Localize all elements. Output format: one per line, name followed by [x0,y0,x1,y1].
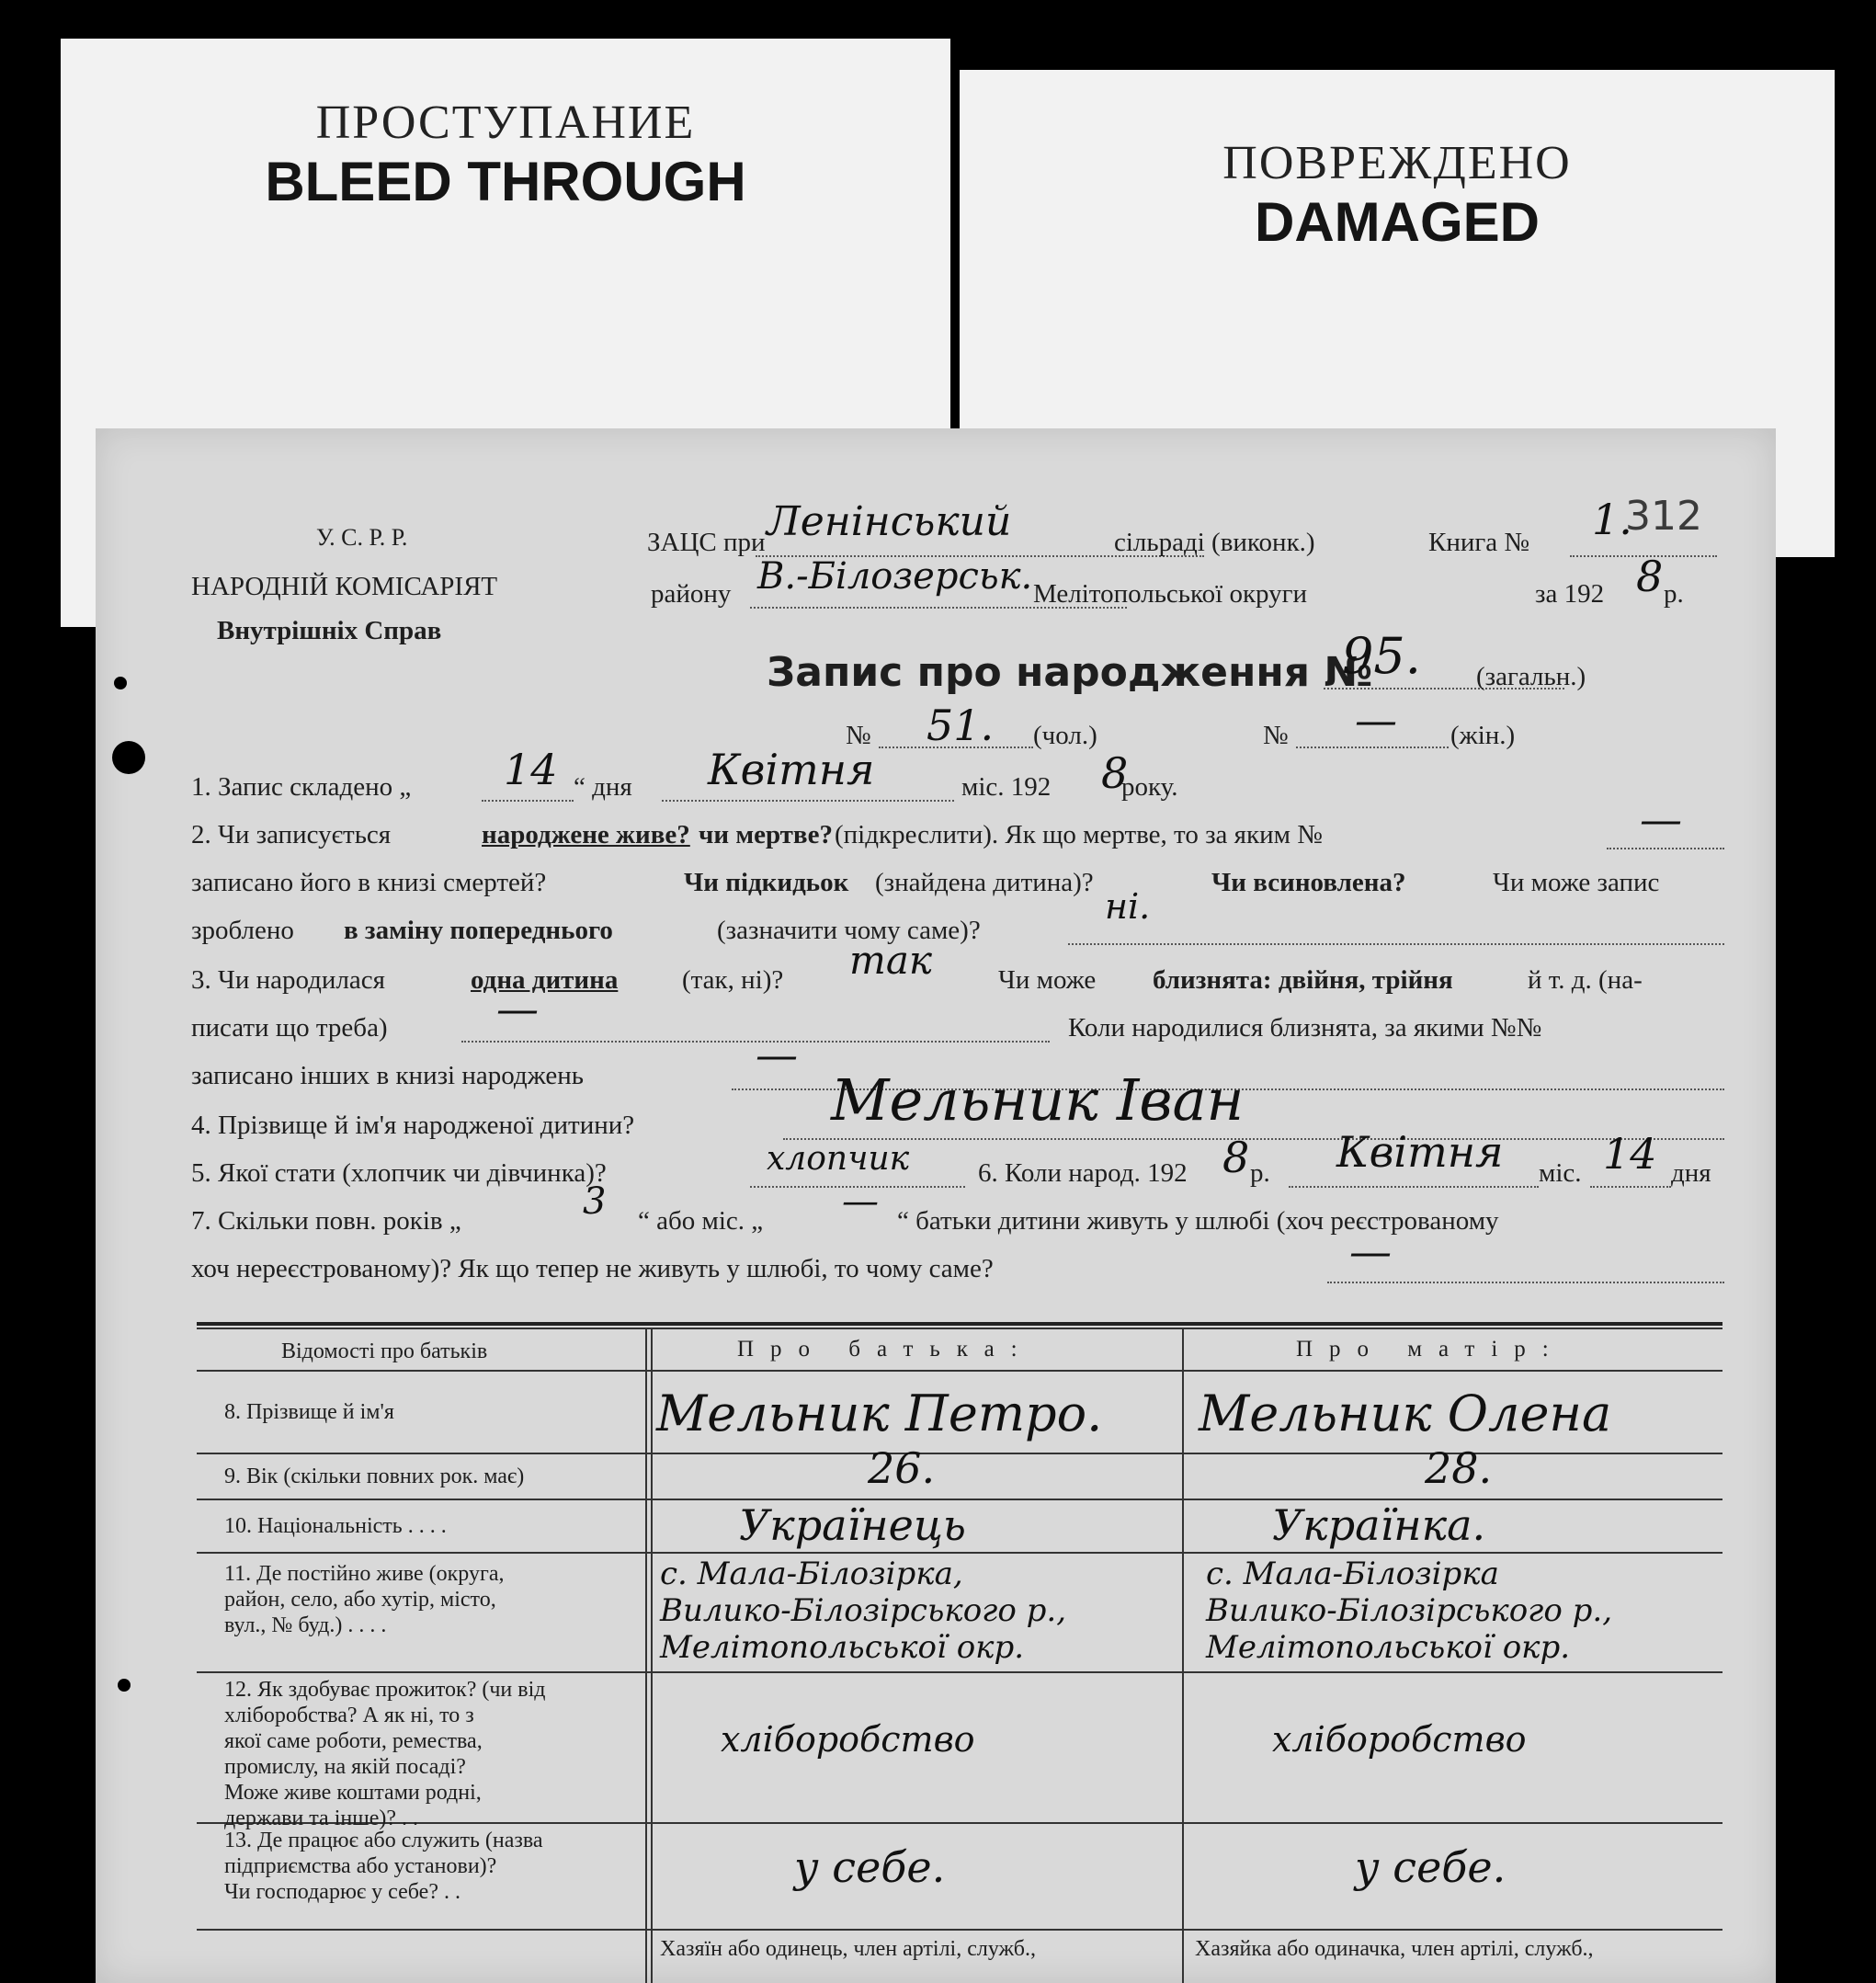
q3-line2-b: Коли народилися близнята, за якими №№ [1068,1013,1542,1043]
punch-hole [112,741,145,774]
q6-dnya-label: дня [1671,1158,1711,1188]
zags-handwritten: Ленінський [767,498,1012,545]
q5-sex-handwritten: хлопчик [767,1140,910,1178]
q7-line2-a: хоч нереєстрованому)? Як що тепер не живуть у шлюбі, то чому саме? [191,1254,994,1283]
table-top-rule-inner [197,1328,1723,1329]
general-label: (загальн.) [1476,662,1586,691]
q3-line1-c: (так, ні)? [682,965,784,995]
footer-mother-text: Хазяйка або одиначка, член артілі, служб., [1195,1937,1594,1961]
q3-line1-a: 3. Чи народилася [191,965,386,995]
q2-line2-a: записано його в книзі смертей? [191,868,547,897]
mother-age-handwritten: 28. [1425,1443,1493,1493]
q2-replacement: в заміну попереднього [344,916,613,945]
table-header-rule [197,1370,1723,1372]
q1-day-handwritten: 14 [504,745,558,794]
ministry-label: Внутрішніх Справ [217,616,442,645]
bleed-through-en-label: BLEED THROUGH [265,151,746,212]
q3-line1-f: й т. д. (на- [1528,965,1643,995]
q2-line3-a: зроблено [191,916,294,945]
row-label-residence: 11. Де постійно живе (округа, район, село, або хутір, місто, вул., № буд.) . . . . [224,1562,505,1637]
year-suffix: р. [1664,579,1684,609]
mother-nationality-handwritten: Українка. [1272,1500,1486,1550]
q7-line2-handwritten: — [1349,1226,1392,1276]
q7-line1-c: “ батьки дитини живуть у шлюбі (хоч реєстрованому [897,1206,1499,1236]
male-label: (чол.) [1033,721,1097,750]
q2-line3-c: (зазначити чому саме)? [717,916,981,945]
father-residence-handwritten: с. Мала-Білозірка, Вилико-Білозірського р., Мелітопольської окр. [660,1556,1067,1666]
female-number-handwritten: — [1355,695,1397,745]
q1-dnya-label: “ дня [574,772,632,802]
record-number-handwritten: 95. [1342,627,1421,685]
q2-line3-handwritten: ні. [1105,886,1151,927]
q7-line1-a: 7. Скільки повн. років „ [191,1206,461,1236]
selrada-label: сільраді (виконк.) [1114,528,1315,557]
row-label-occupation: 12. Як здобуває прожиток? (чи від хліборобства? А як ні, то з якої саме роботи, ремества, промислу, на якій посаді? Може живе коштами родні, держави та інше)? . . [224,1678,546,1830]
q6-r-label: р. [1250,1158,1270,1188]
male-no-label: № [846,721,871,750]
q2-dead-option: чи мертве? [699,820,833,849]
female-number-line [1296,746,1449,748]
q6-month-handwritten: Квітня [1336,1127,1504,1177]
q2-line1-d: (підкреслити). Як що мертве, то за яким № [835,820,1323,849]
zags-label: ЗАЦС при [647,528,766,557]
year-handwritten: 8 [1636,552,1664,601]
q7-line1-b: “ або міс. „ [638,1206,764,1236]
punch-hole [114,677,127,689]
bleed-through-ru-label: ПРОСТУПАНИЕ [315,97,696,149]
table-col-rule [645,1329,647,1983]
q2-line1-a: 2. Чи записується [191,820,392,849]
q1-roku-label: року. [1121,772,1178,802]
row-label-workplace: 13. Де працює або служить (назва підприємства або установи)? Чи господарює у себе? . . [224,1829,543,1904]
footer-father-text: Хазяїн або одинець, член артілі, служб., [660,1937,1036,1961]
table-row-rule [197,1929,1723,1931]
punch-hole [118,1679,131,1692]
table-header-mother: Про матір: [1296,1337,1565,1362]
table-row-rule [197,1552,1723,1554]
mother-workplace-handwritten: у себе. [1355,1842,1506,1892]
table-row-rule [197,1671,1723,1673]
female-label: (жін.) [1450,721,1516,750]
form-title: Запис про народження № [767,649,1373,696]
row-label-name: 8. Прізвище й ім'я [224,1400,394,1424]
female-no-label: № [1263,721,1289,750]
q6-year-handwritten: 8 [1222,1133,1250,1182]
male-number-handwritten: 51. [927,701,995,750]
q3-line3-handwritten: — [756,1030,798,1079]
q5-label: 5. Якої стати (хлопчик чи дівчинка)? [191,1158,607,1188]
q6-mis-label: міс. [1539,1158,1582,1188]
q1-month-line [662,800,954,802]
table-col-rule [651,1329,653,1983]
father-nationality-handwritten: Українець [739,1500,966,1550]
q3-twins: близнята: двійня, трійня [1153,965,1453,995]
mother-name-handwritten: Мельник Олена [1199,1385,1612,1442]
book-handwritten: 1. [1592,495,1632,544]
q1-month-handwritten: Квітня [708,745,875,794]
father-name-handwritten: Мельник Петро. [656,1385,1103,1442]
q6-day-handwritten: 14 [1603,1129,1657,1179]
ussr-label: У. С. Р. Р. [316,524,408,551]
q2-foundling: Чи підкидьок [684,868,849,897]
q4-dots [783,1138,1724,1140]
archive-stamp-number: 312 [1625,493,1702,540]
row-label-nationality: 10. Національність . . . . [224,1514,447,1538]
q1-day-line [482,800,574,802]
damaged-en-label: DAMAGED [1255,191,1540,253]
okruga-label: Мелітопольської округи [1033,579,1308,609]
table-col-rule [1182,1329,1184,1983]
q2-adopted: Чи всиновлена? [1211,868,1406,897]
q6-day-dots [1590,1186,1671,1188]
table-top-rule [197,1322,1723,1326]
q1-year-handwritten: 8 [1101,748,1129,798]
q3-line1-d: Чи може [998,965,1097,995]
table-header-info: Відомості про батьків [281,1339,488,1363]
q1-mis-label: міс. 192 [961,772,1052,802]
father-age-handwritten: 26. [868,1443,936,1493]
q1-label: 1. Запис складено „ [191,772,412,802]
commissariat-label: НАРОДНІЙ КОМІСАРІЯТ [191,572,498,601]
q7-line2-dots [1327,1282,1724,1283]
q3-line2-handwritten: — [496,984,539,1033]
q2-line3-dots [1068,943,1724,945]
q2-live-option: народжене живе? [482,820,690,849]
q3-single-child: одна дитина [471,965,619,995]
q6-month-dots [1289,1186,1539,1188]
raion-label: району [651,579,732,609]
q2-line1-handwritten: — [1640,794,1682,844]
raion-handwritten: В.-Білозерськ. [757,555,1033,598]
year-label: за 192 [1535,579,1605,609]
q3-line1-handwritten: так [849,938,932,983]
table-row-rule [197,1453,1723,1454]
mother-residence-handwritten: с. Мала-Білозірка Вилико-Білозірського р., Мелітопольської окр. [1206,1556,1613,1666]
q7-years-handwritten: 3 [583,1180,607,1223]
q6-label: 6. Коли народ. 192 [978,1158,1188,1188]
damaged-ru-label: ПОВРЕЖДЕНО [1222,137,1572,189]
q4-label: 4. Прізвище й ім'я народженої дитини? [191,1111,635,1140]
q2-line1-dots [1607,848,1724,849]
book-label: Книга № [1428,528,1530,557]
q2-line2-c: (знайдена дитина)? [875,868,1094,897]
mother-occupation-handwritten: хліборобство [1272,1719,1527,1760]
q2-line2-e: Чи може запис [1493,868,1660,897]
row-label-age: 9. Вік (скільки повних рок. має) [224,1464,525,1488]
q4-child-name-handwritten: Мельник Іван [831,1066,1245,1134]
q3-line2-a: писати що треба) [191,1013,388,1043]
father-occupation-handwritten: хліборобство [721,1719,975,1760]
father-workplace-handwritten: у себе. [794,1842,946,1892]
birth-record-form [96,428,1776,1983]
q7-months-handwritten: — [842,1180,879,1223]
q3-line3-a: записано інших в книзі народжень [191,1061,584,1090]
table-header-father: Про батька: [737,1337,1034,1362]
